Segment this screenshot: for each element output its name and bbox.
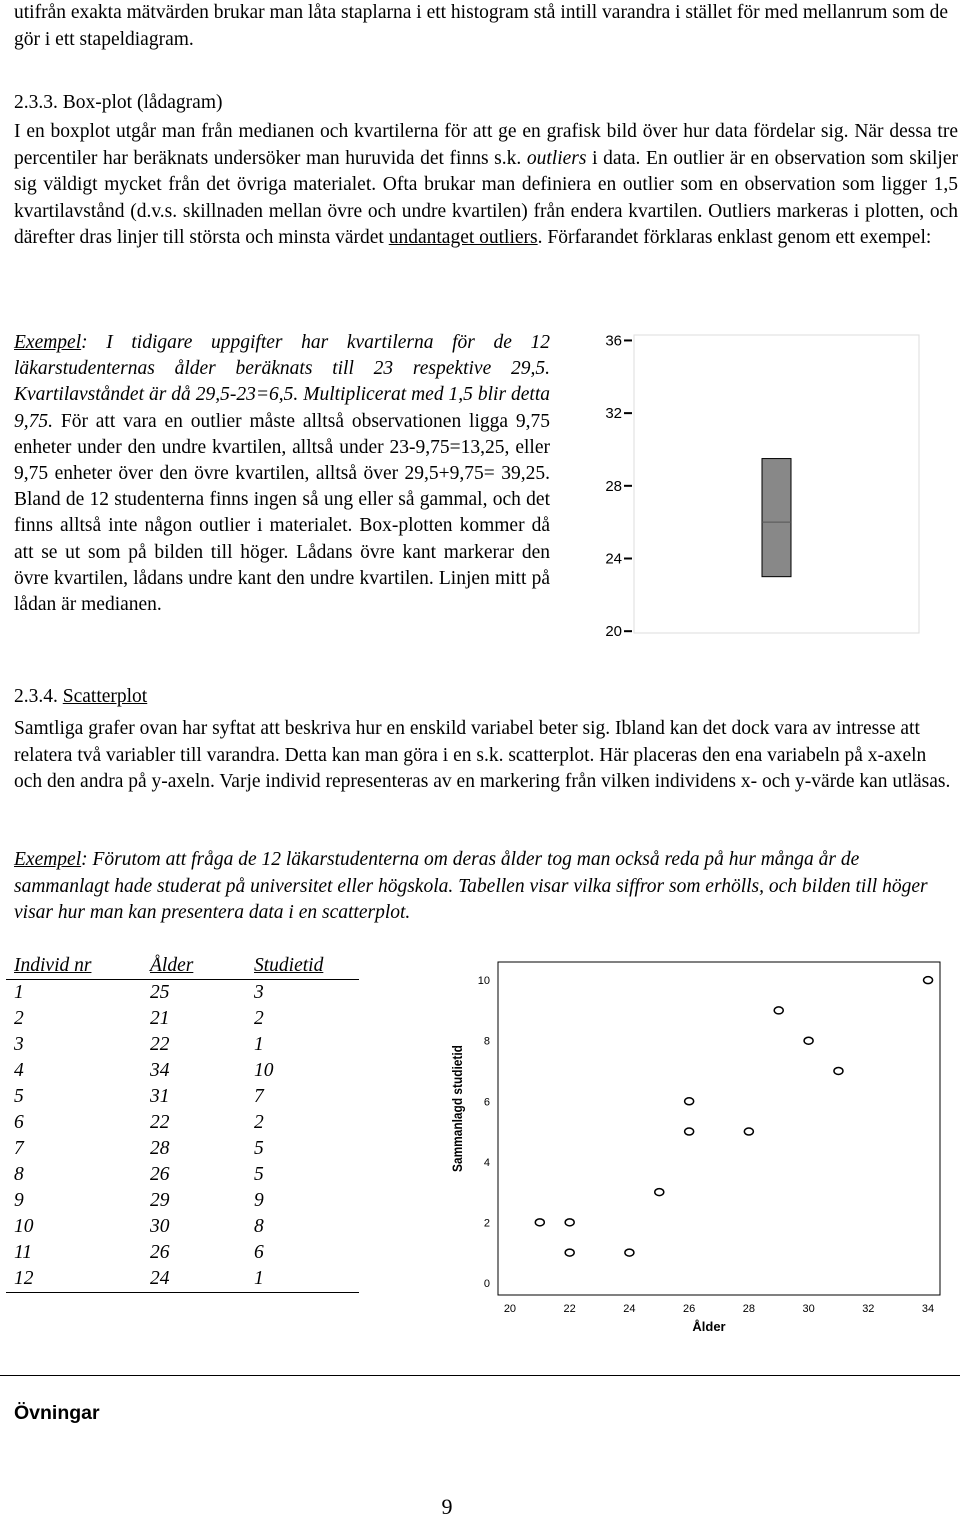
column-header: Studietid [254,953,359,980]
table-row [6,1006,359,1032]
table-cell: 26 [150,1242,170,1263]
boxplot-text-1: I en boxplot utgår man från medianen och kvartilerna för att ge en grafisk bild över hur data fördelar sig. När dessa tre percentiler har beräknats undersöker man huruvida det finns s.k. [14,121,958,169]
outliers-term: outliers [526,147,587,169]
table-cell: 26 [150,1164,170,1185]
table-row [6,1058,359,1084]
data-point [565,1219,574,1226]
table-cell: 29 [150,1190,170,1211]
table-cell: 7 [254,1086,264,1107]
scatter-chart [440,960,950,1340]
data-point [685,1098,694,1105]
section-number: 2.3.4. [14,686,58,707]
data-table [6,953,359,1293]
tick-label: 20 [605,623,622,641]
table-cell: 1 [254,1266,359,1293]
table-cell: 2 [14,1008,24,1029]
table-row [6,1110,359,1136]
table-cell: 9 [254,1190,264,1211]
y-tick-label: 6 [483,1096,490,1109]
scatter-paragraph: Samtliga grafer ovan har syftat att beskriva hur en enskild variabel beter sig. Ibland kan det dock vara av intresse att relatera två variabler till varandra. Detta kan man göra i en s.k. scatterplot. Här placeras den ena variabeln på x-axeln och den andra på y-axeln. Varje individ representeras av en markering från vilken individens x- och y-värde kan utläsas. [14,718,951,792]
x-tick-label: 22 [563,1303,576,1315]
table-cell: 6 [254,1242,264,1263]
table-cell: 9 [14,1190,24,1211]
x-tick-label: 20 [503,1303,517,1315]
table-row [6,1032,359,1058]
x-tick-label: 24 [623,1303,636,1315]
data-point [804,1037,813,1044]
data-point [625,1249,634,1256]
y-tick-label: 10 [477,975,490,988]
exercises-heading: Övningar [14,1402,100,1424]
intro-paragraph: utifrån exakta mätvärden brukar man låta staplarna i ett histogram stå intill varandra i stället för med mellanrum som de gör i ett stapeldiagram. [14,2,949,50]
table-cell: 12 [6,1266,150,1293]
table-cell: 31 [150,1086,170,1107]
data-point [565,1249,574,1256]
x-tick-label: 32 [862,1303,875,1315]
x-tick-label: 28 [742,1303,755,1315]
data-point [744,1128,753,1135]
table-row [6,980,359,1007]
data-point [655,1189,664,1196]
section-heading-scatter [14,684,958,711]
example-label: Exempel [14,332,82,353]
table-row [6,1266,359,1293]
data-point [834,1067,843,1074]
table-cell: 8 [254,1216,264,1237]
tick-label: 24 [605,550,622,568]
boxplot-paragraph [14,119,958,252]
table-cell: 30 [150,1216,170,1237]
table-cell: 3 [14,1034,24,1055]
page-number: 9 [441,1494,453,1519]
y-tick-label: 8 [483,1035,490,1048]
table-cell: 24 [150,1266,254,1293]
table-cell: 1 [14,982,24,1003]
boxplot-text-3: . Förfarandet förklaras enklast genom ett exempel: [537,227,932,248]
box [762,459,791,577]
table-cell: 1 [254,1034,264,1055]
x-tick-label: 30 [802,1303,815,1315]
example-text: : Förutom att fråga de 12 läkarstudenterna om deras ålder tog man också reda på hur många år de sammanlagt hade studerat på universitet eller högskola. Tabellen visar vilka siffror som erhölls, och bilden till höger visar hur man kan presentera data i en scatterplot. [14,849,928,923]
data-point [774,1007,783,1014]
table-row [6,1240,359,1266]
example-label: Exempel [14,849,82,870]
section-heading-boxplot [14,90,958,117]
table-row [6,1162,359,1188]
underlined-phrase: undantaget outliers [388,227,538,248]
table-cell: 11 [14,1242,33,1263]
table-cell: 6 [14,1112,24,1133]
y-axis-label: Sammanlagd studietid [449,1045,466,1172]
data-point [535,1219,544,1226]
column-header: Ålder [150,953,254,980]
table-header-row [6,953,359,980]
data-point [685,1128,694,1135]
table-cell: 4 [14,1060,24,1081]
tick-label: 36 [605,332,622,350]
column-header: Individ nr [6,953,150,980]
table-cell: 2 [254,1112,264,1133]
section-number: 2.3.3. [14,92,58,113]
table-row [6,1136,359,1162]
section-divider [0,1375,960,1376]
table-cell: 8 [14,1164,24,1185]
table-cell: 28 [150,1138,170,1159]
example-text-italic: : I tidigare uppgifter har kvartilerna för de 12 läkarstudenternas ålder beräknats till 23 respektive 29,5. Kvartilavståndet är då 29,5-23=6,5. Multiplicerat med 1,5 blir detta 9,75. [14,332,550,432]
example-text-normal: För att vara en outlier måste alltså observationen ligga 9,75 enheter under den undre kvartilen, alltså under 23-9,75=13,25, eller 9,75 enheter över den övre kvartilen, alltså över 29,5+9,75= 39,25. Bland de 12 studenterna finns ingen så ung eller så gammal, och det finns alltså inte någon outlier i materialet. Box-plotten kommer då att se ut som på bilden till höger. Lådans övre kant markerar den övre kvartilen, lådans undre kant den undre kvartilen. Linjen mitt på lådan är medianen. [14,410,550,616]
data-point [924,977,933,984]
example-scatter [14,847,958,927]
table-cell: 10 [254,1060,274,1081]
table-cell: 34 [150,1060,170,1081]
table-cell: 21 [150,1008,170,1029]
y-tick-label: 2 [483,1217,490,1230]
y-tick-label: 0 [483,1277,490,1290]
table-cell: 22 [150,1034,170,1055]
table-cell: 5 [14,1086,24,1107]
table-row [6,1084,359,1110]
table-cell: 22 [150,1112,170,1133]
section-title: Box-plot (lådagram) [62,92,223,113]
table-cell: 2 [254,1008,264,1029]
tick-label: 32 [605,405,622,423]
table-row [6,1188,359,1214]
table-cell: 5 [254,1164,264,1185]
boxplot-chart [596,330,926,640]
table-row [6,1214,359,1240]
plot-frame [498,962,940,1295]
x-tick-label: 34 [921,1303,935,1315]
table-cell: 25 [150,982,170,1003]
tick-label: 28 [605,477,622,495]
x-tick-label: 26 [683,1303,696,1315]
section-title: Scatterplot [62,686,148,707]
example-boxplot [14,330,550,618]
table-cell: 3 [254,982,264,1003]
boxplot-text-2: i data. En outlier är en observation som skiljer sig väldigt mycket från det övriga materialet. Ofta brukar man definiera en outlier som en observation som ligger 1,5 kvartilavstånd (d.v.s. skillnaden mellan övre och undre kvartilen) från endera kvartilen. Outliers markeras i plotten, och därefter dras linjer till största och minsta värdet [14,147,959,248]
x-axis-label: Ålder [692,1319,726,1334]
table-cell: 5 [254,1138,264,1159]
table-cell: 7 [14,1138,24,1159]
y-tick-label: 4 [483,1156,490,1169]
table-cell: 10 [14,1216,34,1237]
